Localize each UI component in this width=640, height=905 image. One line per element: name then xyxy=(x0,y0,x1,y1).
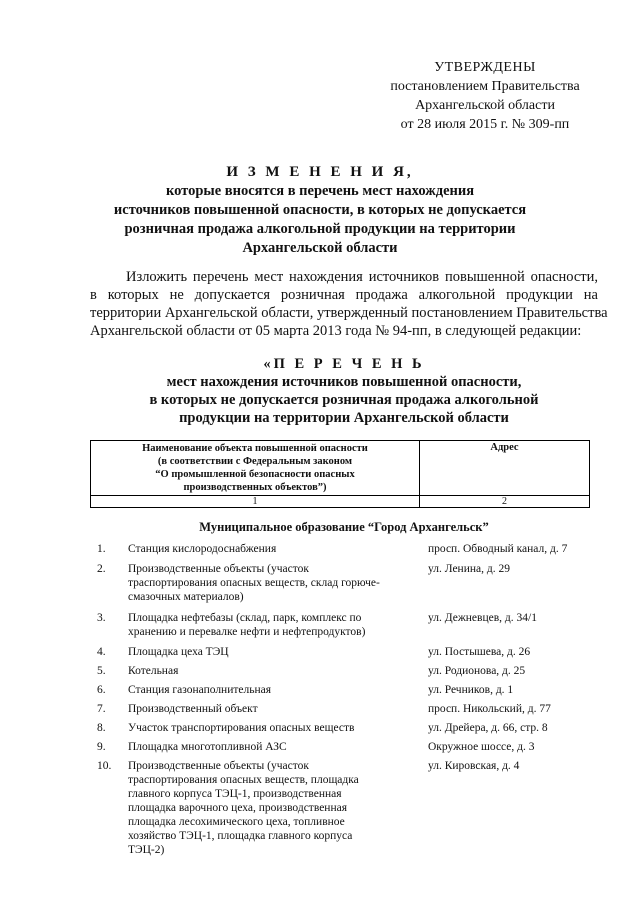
item-name: Котельная xyxy=(128,665,179,677)
item-number: 1. xyxy=(97,543,106,555)
item-address: ул. Дежневцев, д. 34/1 xyxy=(428,612,537,624)
item-address: просп. Никольский, д. 77 xyxy=(428,703,551,715)
list-heading: «П Е Р Е Ч Е Н Ь xyxy=(263,356,425,372)
intro-line-2: в которых не допускается розничная продажа алкогольной продукции на xyxy=(90,287,598,303)
item-number: 4. xyxy=(97,646,106,658)
list-title-line-2: в которых не допускается розничная продажа алкогольной xyxy=(149,392,539,408)
approval-line-2: Архангельской области xyxy=(415,98,555,113)
approval-block xyxy=(370,58,600,134)
column-number-1: 1 xyxy=(91,496,420,508)
item-number: 3. xyxy=(97,612,106,624)
list-title-line-1: мест нахождения источников повышенной опасности, xyxy=(166,374,522,390)
list-title xyxy=(90,355,598,427)
column-header-object-line-1: Наименование объекта повышенной опасности xyxy=(142,443,368,454)
item-address: ул. Родионова, д. 25 xyxy=(428,665,526,677)
item-address: ул. Речников, д. 1 xyxy=(428,684,514,696)
item-number: 7. xyxy=(97,703,106,715)
changes-heading: И З М Е Н Е Н И Я, xyxy=(226,164,414,180)
item-name: Производственные объекты (участок траспортирования опасных веществ, склад горюче- смазочных материалов) xyxy=(128,563,380,603)
item-name: Производственный объект xyxy=(128,703,258,715)
changes-line-3: розничная продажа алкогольной продукции на территории xyxy=(124,221,516,237)
item-address: ул. Дрейера, д. 66, стр. 8 xyxy=(428,722,548,734)
column-header-object-line-3: “О промышленной безопасности опасных xyxy=(155,469,355,480)
item-number: 9. xyxy=(97,741,106,753)
intro-line-4: Архангельской области от 05 марта 2013 года № 94-пп, в следующей редакции: xyxy=(90,323,582,339)
changes-line-2: источников повышенной опасности, в которых не допускается xyxy=(113,202,527,218)
column-header-address: Адрес xyxy=(420,441,590,496)
item-address: Окружное шоссе, д. 3 xyxy=(428,741,535,753)
intro-paragraph xyxy=(90,268,608,340)
item-address: ул. Постышева, д. 26 xyxy=(428,646,531,658)
item-name: Станция газонаполнительная xyxy=(128,684,272,696)
item-address: ул. Кировская, д. 4 xyxy=(428,760,520,772)
item-name: Площадка цеха ТЭЦ xyxy=(128,646,229,658)
item-address: просп. Обводный канал, д. 7 xyxy=(428,543,568,555)
column-header-object xyxy=(91,441,420,496)
item-name: Площадка нефтебазы (склад, парк, комплекс по хранению и перевалке нефти и нефтепродуктов) xyxy=(128,612,366,638)
item-name: Площадка многотопливной АЗС xyxy=(128,741,287,753)
item-address: ул. Ленина, д. 29 xyxy=(428,563,510,575)
changes-title xyxy=(60,163,580,258)
item-name: Производственные объекты (участок траспортирования опасных веществ, площадка главного корпуса ТЭЦ-1, производственная площадка варочного цеха, производственная площадка лесохимического цеха, топливное хозяйство ТЭЦ-1, площадка главного корпуса ТЭЦ-2) xyxy=(128,760,359,856)
column-header-object-line-4: производственных объектов”) xyxy=(183,482,327,493)
approval-title: УТВЕРЖДЕНЫ xyxy=(434,60,536,75)
item-number: 2. xyxy=(97,563,106,575)
item-number: 8. xyxy=(97,722,106,734)
changes-line-1: которые вносятся в перечень мест нахождения xyxy=(165,183,475,199)
column-header-object-line-2: (в соответствии с Федеральным законом xyxy=(157,456,353,467)
item-name: Станция кислородоснабжения xyxy=(128,543,277,555)
intro-line-3: территории Архангельской области, утвержденный постановлением Правительства xyxy=(90,305,608,321)
intro-line-1: Изложить перечень мест нахождения источников повышенной опасности, xyxy=(126,269,598,285)
item-number: 10. xyxy=(97,760,112,772)
changes-line-4: Архангельской области xyxy=(242,240,398,256)
list-title-line-3: продукции на территории Архангельской области xyxy=(179,410,509,426)
municipality-heading: Муниципальное образование “Город Архангельск” xyxy=(199,520,489,534)
approval-line-1: постановлением Правительства xyxy=(390,79,580,94)
item-number: 6. xyxy=(97,684,106,696)
approval-line-3: от 28 июля 2015 г. № 309-пп xyxy=(400,117,570,132)
item-name: Участок транспортирования опасных веществ xyxy=(128,722,355,734)
item-number: 5. xyxy=(97,665,106,677)
column-number-2: 2 xyxy=(420,496,590,508)
list-header-table xyxy=(90,440,590,508)
